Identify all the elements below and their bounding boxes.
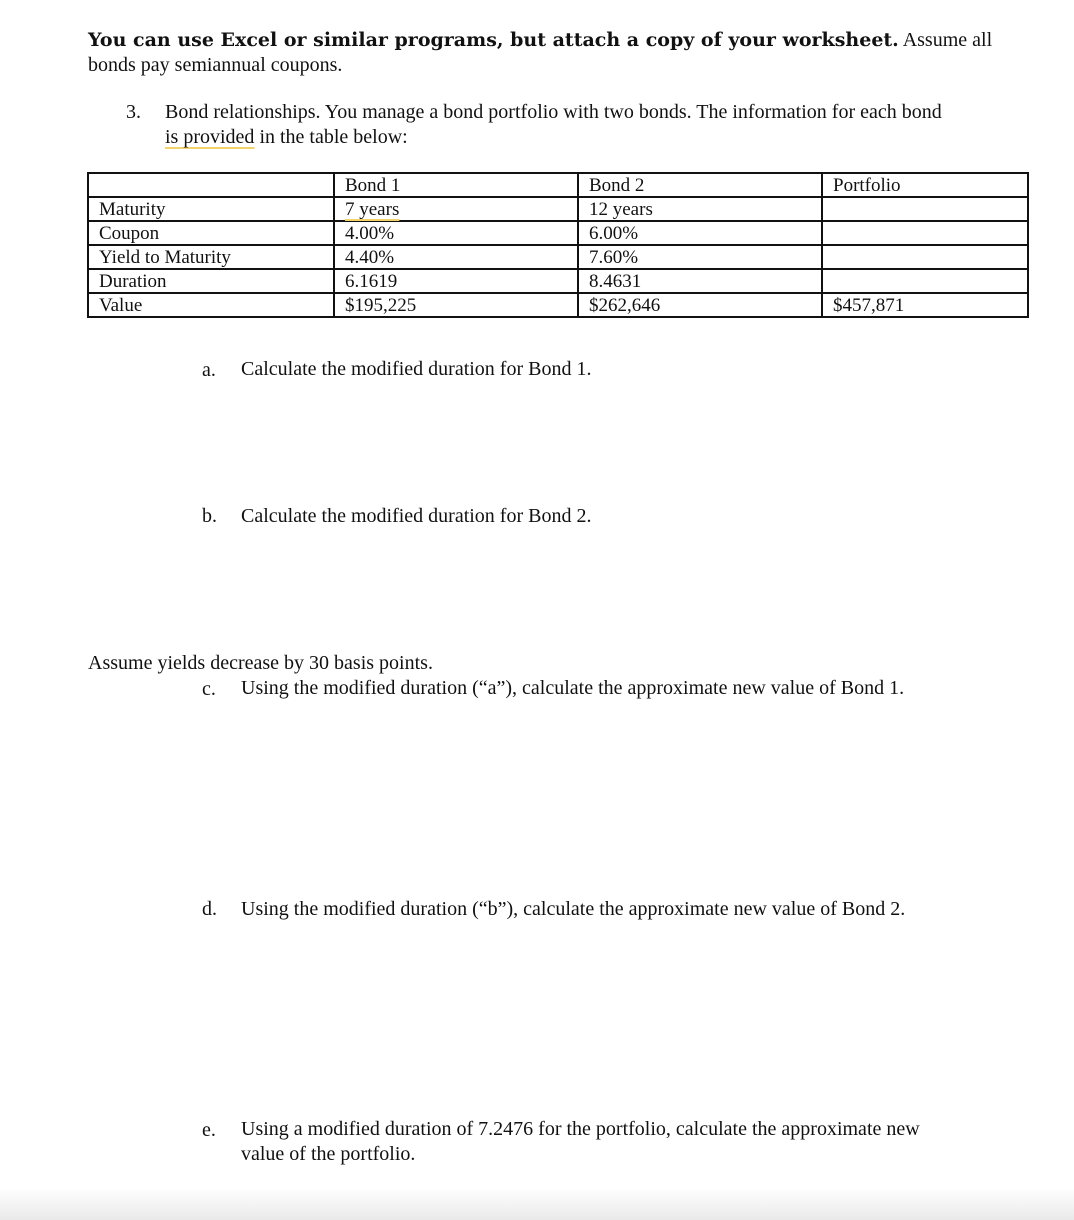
bond1-cell: 4.40% bbox=[334, 245, 578, 269]
part-a-text: Calculate the modified duration for Bond 1. bbox=[241, 358, 592, 380]
instructions-bold: You can use Excel or similar programs, but attach a copy of your worksheet. bbox=[88, 29, 899, 51]
bond2-cell: 8.4631 bbox=[578, 269, 822, 293]
row-label: Yield to Maturity bbox=[88, 245, 334, 269]
table-header-cell: Bond 2 bbox=[578, 173, 822, 197]
portfolio-cell bbox=[822, 245, 1028, 269]
bond2-cell: 7.60% bbox=[578, 245, 822, 269]
part-b-letter: b. bbox=[202, 505, 217, 527]
bond1-cell: 6.1619 bbox=[334, 269, 578, 293]
part-e-letter: e. bbox=[202, 1119, 216, 1141]
bond1-cell: 4.00% bbox=[334, 221, 578, 245]
bond2-cell: 6.00% bbox=[578, 221, 822, 245]
question-text bbox=[165, 100, 1045, 150]
bond1-cell: 7 years bbox=[334, 197, 578, 221]
part-d-letter: d. bbox=[202, 898, 217, 920]
page-bottom-shadow bbox=[0, 1188, 1074, 1220]
row-label: Coupon bbox=[88, 221, 334, 245]
table-header-row bbox=[88, 173, 1028, 197]
bond2-cell: 12 years bbox=[578, 197, 822, 221]
table-row bbox=[88, 269, 1028, 293]
question-number: 3. bbox=[126, 101, 141, 123]
row-label: Maturity bbox=[88, 197, 334, 221]
part-c-text: Using the modified duration (“a”), calculate the approximate new value of Bond 1. bbox=[241, 677, 905, 699]
table-row bbox=[88, 221, 1028, 245]
instructions-regular: Assume all bonds pay semiannual coupons. bbox=[88, 29, 993, 76]
table-row bbox=[88, 293, 1028, 317]
table-header-cell: Portfolio bbox=[822, 173, 1028, 197]
part-b-text: Calculate the modified duration for Bond 2. bbox=[241, 505, 592, 527]
bond1-cell: $195,225 bbox=[334, 293, 578, 317]
table-header-cell bbox=[88, 173, 334, 197]
bond-table bbox=[87, 172, 1029, 318]
instructions bbox=[88, 28, 1028, 78]
table-header-cell: Bond 1 bbox=[334, 173, 578, 197]
portfolio-cell bbox=[822, 221, 1028, 245]
part-c-letter: c. bbox=[202, 678, 216, 700]
portfolio-cell bbox=[822, 197, 1028, 221]
row-label: Value bbox=[88, 293, 334, 317]
table-row bbox=[88, 197, 1028, 221]
part-e-text: Using a modified duration of 7.2476 for the portfolio, calculate the approximate new value of the portfolio. bbox=[241, 1118, 920, 1165]
row-label: Duration bbox=[88, 269, 334, 293]
question-text-line2: is provided in the table below: bbox=[165, 126, 408, 148]
portfolio-cell: $457,871 bbox=[822, 293, 1028, 317]
bond2-cell: $262,646 bbox=[578, 293, 822, 317]
portfolio-cell bbox=[822, 269, 1028, 293]
question-text-line1: Bond relationships. You manage a bond portfolio with two bonds. The information for each bond bbox=[165, 101, 942, 123]
part-a-letter: a. bbox=[202, 359, 216, 381]
underlined-phrase: is provided bbox=[165, 126, 255, 148]
part-d-text: Using the modified duration (“b”), calculate the approximate new value of Bond 2. bbox=[241, 898, 906, 920]
assumption-text: Assume yields decrease by 30 basis points. bbox=[88, 652, 433, 674]
table-row bbox=[88, 245, 1028, 269]
